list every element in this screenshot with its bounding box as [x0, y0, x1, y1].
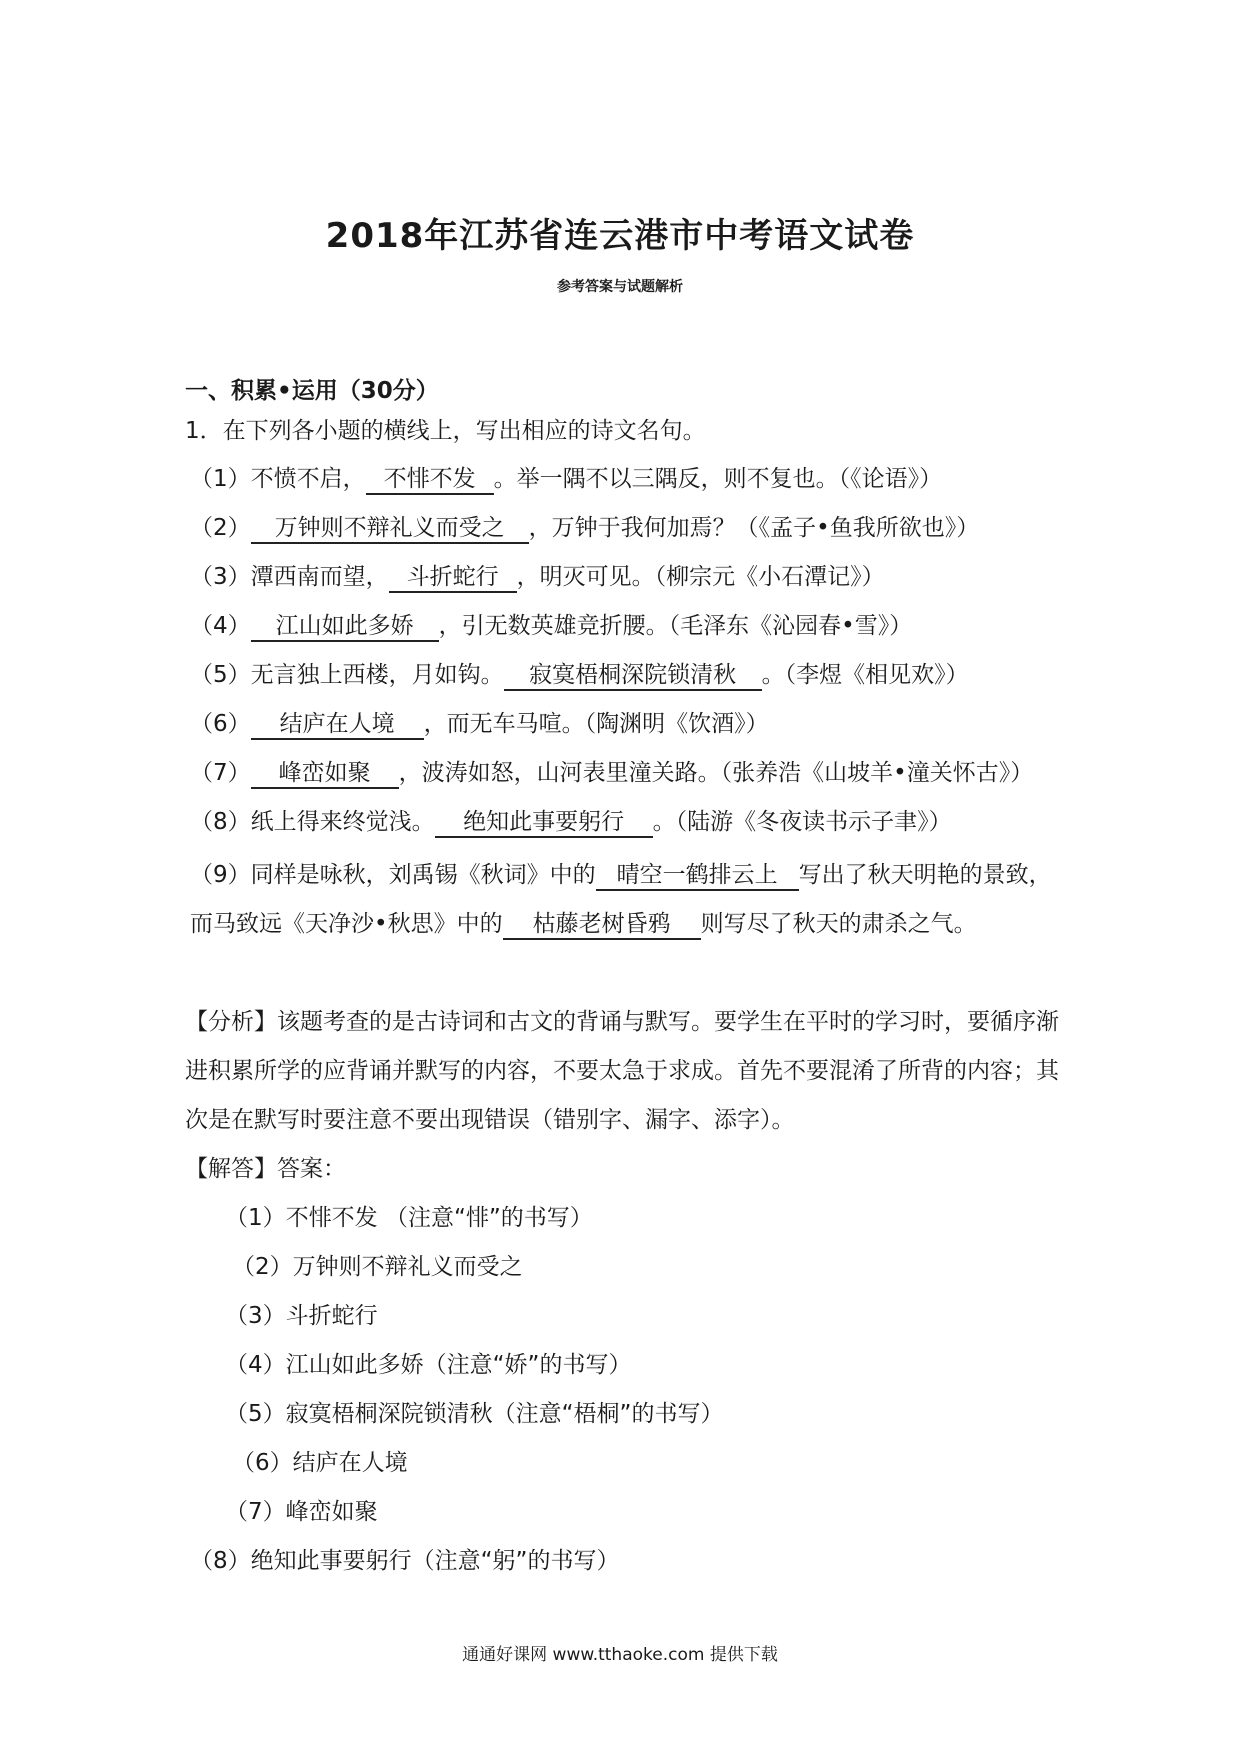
answer-line: （3）斗折蛇行 — [225, 1303, 378, 1329]
answer-line: （1）不悱不发 （注意“悱”的书写） — [225, 1205, 593, 1231]
answer-blank: 枯藤老树昏鸦 — [503, 910, 701, 940]
answer-blank: 江山如此多娇 — [251, 612, 439, 642]
answer-blank: 绝知此事要躬行 — [435, 808, 653, 838]
answer-blank: 斗折蛇行 — [389, 563, 517, 593]
answer-line: （6）结庐在人境 — [232, 1450, 408, 1476]
answer-line: （2）万钟则不辩礼义而受之 — [232, 1254, 523, 1280]
answer-blank: 不悱不发 — [366, 465, 494, 495]
answer-blank: 寂寞梧桐深院锁清秋 — [504, 661, 762, 691]
page-subtitle: 参考答案与试题解析 — [557, 279, 683, 295]
answer-line: （8）绝知此事要躬行（注意“躬”的书写） — [190, 1548, 620, 1574]
answer-line: （5）寂寞梧桐深院锁清秋（注意“梧桐”的书写） — [225, 1401, 724, 1427]
page-title: 2018年江苏省连云港市中考语文试卷 — [325, 216, 915, 256]
item-3: （3）潭西南而望， 斗折蛇行 ，明灭可见。（柳宗元《小石潭记》） — [190, 562, 1070, 593]
item-2: （2） 万钟则不辩礼义而受之 ，万钟于我何加焉？（《孟子•鱼我所欲也》） — [190, 513, 1070, 544]
answer-line: （7）峰峦如聚 — [225, 1499, 378, 1525]
question-1-prompt: 1．在下列各小题的横线上，写出相应的诗文名句。 — [185, 418, 706, 444]
section-heading: 一、积累•运用（30分） — [185, 378, 439, 404]
item-1: （1）不愤不启， 不悱不发 。举一隅不以三隅反，则不复也。（《论语》） — [190, 464, 1070, 495]
answer-blank: 峰峦如聚 — [251, 759, 399, 789]
item-6: （6） 结庐在人境 ，而无车马喧。（陶渊明《饮酒》） — [190, 709, 1070, 740]
analysis-paragraph: 【分析】该题考查的是古诗词和古文的背诵与默写。要学生在平时的学习时，要循序渐进积累所学的应背诵并默写的内容，不要太急于求成。首先不要混淆了所背的内容；其次是在默写时要注意不要出现错误（错别字、漏字、添字）。 — [185, 1009, 1059, 1133]
item-5: （5）无言独上西楼，月如钩。 寂寞梧桐深院锁清秋 。（李煜《相见欢》） — [190, 660, 1070, 691]
page-footer: 通通好课网 www.tthaoke.com 提供下载 — [462, 1645, 778, 1665]
answer-blank: 结庐在人境 — [251, 710, 424, 740]
answer-blank: 万钟则不辩礼义而受之 — [251, 514, 529, 544]
item-4: （4） 江山如此多娇 ，引无数英雄竞折腰。（毛泽东《沁园春•雪》） — [190, 611, 1070, 642]
answer-label: 【解答】答案： — [185, 1156, 346, 1182]
answer-line: （4）江山如此多娇（注意“娇”的书写） — [225, 1352, 632, 1378]
item-8: （8）纸上得来终觉浅。 绝知此事要躬行 。（陆游《冬夜读书示子聿》） — [190, 807, 1070, 838]
answer-blank: 晴空一鹤排云上 — [596, 861, 799, 891]
item-9: （9）同样是咏秋，刘禹锡《秋词》中的 晴空一鹤排云上 写出了秋天明艳的景致，而马致远《天净沙•秋思》中的 枯藤老树昏鸦 则写尽了秋天的肃杀之气。 — [190, 851, 1060, 949]
item-7: （7） 峰峦如聚 ，波涛如怒，山河表里潼关路。（张养浩《山坡羊•潼关怀古》） — [190, 758, 1070, 789]
